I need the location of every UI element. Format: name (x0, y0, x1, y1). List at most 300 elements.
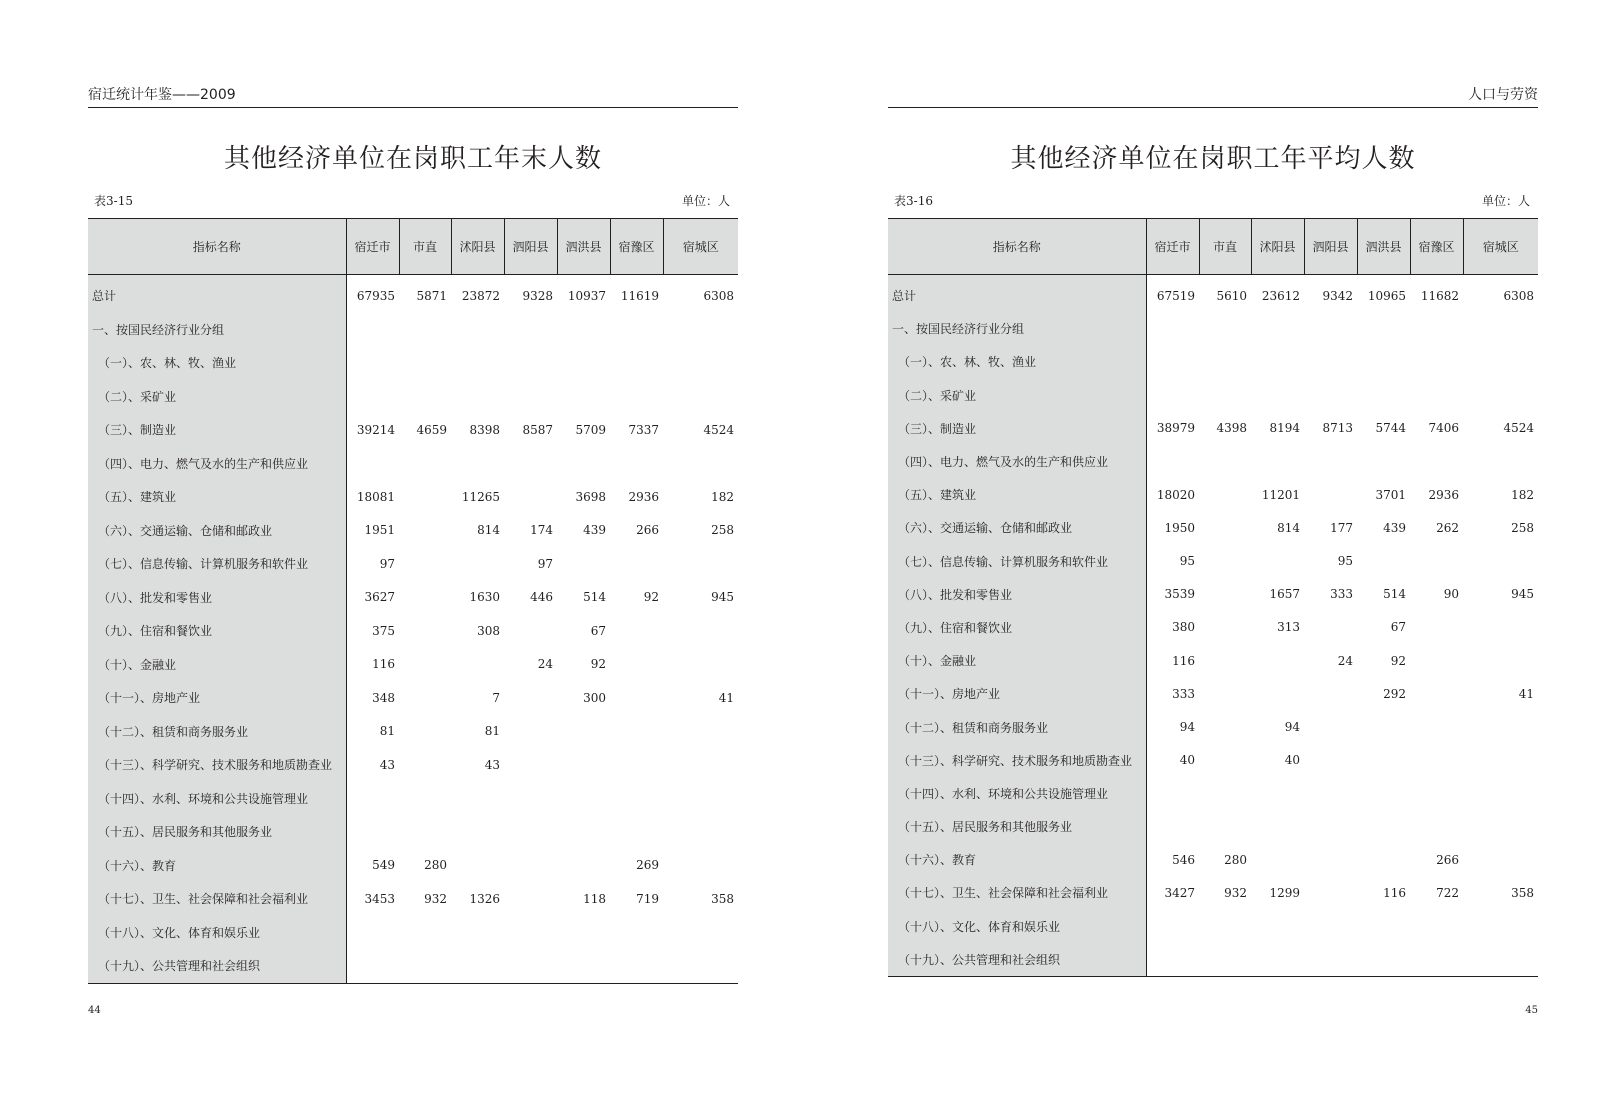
table-row (888, 710, 1538, 743)
running-head (888, 85, 1538, 108)
table-cell (1199, 910, 1251, 943)
table-cell (1463, 810, 1538, 843)
table-header-row (888, 219, 1538, 275)
table-cell (451, 815, 504, 849)
running-head-text: 人口与劳资 (1468, 87, 1538, 103)
table-cell: 18020 (1156, 487, 1195, 502)
table-row (888, 511, 1538, 544)
table-cell (610, 748, 663, 782)
table-cell: 333 (1330, 587, 1353, 602)
table-cell: 94 (1179, 720, 1195, 735)
table-cell (1199, 578, 1251, 611)
table-cell (663, 380, 738, 414)
table-cell (663, 782, 738, 816)
table-cell (1304, 810, 1357, 843)
table-cell (346, 782, 399, 816)
table-cell (610, 916, 663, 950)
table-cell (557, 313, 610, 347)
table-cell (1199, 379, 1251, 412)
table-cell (610, 782, 663, 816)
table-cell (1357, 843, 1410, 876)
row-label: （十八）、文化、体育和娱乐业 (888, 910, 1146, 943)
row-label: （五）、建筑业 (888, 478, 1146, 511)
table-cell (610, 715, 663, 749)
table-cell (399, 447, 451, 481)
table-row (888, 478, 1538, 511)
table-row (888, 312, 1538, 345)
column-header-name: 指标名称 (888, 219, 1146, 275)
row-label: （八）、批发和零售业 (88, 581, 346, 615)
table-cell (1199, 511, 1251, 544)
table-cell: 348 (372, 690, 395, 705)
table-cell: 92 (590, 657, 606, 672)
table-cell: 38979 (1156, 421, 1195, 436)
table-cell: 81 (484, 724, 500, 739)
table-cell: 258 (1511, 520, 1534, 535)
table-cell (1304, 777, 1357, 810)
table-cell (1410, 545, 1463, 578)
table-cell: 258 (711, 523, 734, 538)
row-label: （四）、电力、燃气及水的生产和供应业 (88, 447, 346, 481)
table-cell (1410, 312, 1463, 345)
table-cell (1199, 478, 1251, 511)
table-cell (1146, 910, 1199, 943)
table-cell (1304, 843, 1357, 876)
table-cell (557, 380, 610, 414)
table-cell: 3701 (1375, 487, 1406, 502)
table-cell (451, 346, 504, 380)
table-cell: 7406 (1428, 421, 1459, 436)
table-cell (399, 748, 451, 782)
table-row (88, 346, 738, 380)
table-row (888, 578, 1538, 611)
table-cell: 67935 (356, 288, 395, 303)
table-cell (1410, 611, 1463, 644)
row-label: （十七）、卫生、社会保障和社会福利业 (88, 882, 346, 916)
table-cell (1146, 445, 1199, 478)
table-row (88, 413, 738, 447)
table-cell: 262 (1436, 520, 1459, 535)
table-cell (557, 748, 610, 782)
table-cell (451, 648, 504, 682)
table-cell: 514 (1383, 587, 1406, 602)
table-cell (1251, 545, 1304, 578)
table-cell (451, 447, 504, 481)
row-label: （十九）、公共管理和社会组织 (888, 943, 1146, 977)
table-cell (1199, 777, 1251, 810)
table-cell (1251, 379, 1304, 412)
row-label: （十五）、居民服务和其他服务业 (888, 810, 1146, 843)
table-cell: 1657 (1269, 587, 1300, 602)
table-cell (1463, 943, 1538, 977)
table-cell (1146, 777, 1199, 810)
table-cell: 266 (1436, 852, 1459, 867)
table-cell: 177 (1330, 520, 1353, 535)
column-header: 宿豫区 (1410, 219, 1463, 275)
table-cell (451, 916, 504, 950)
table-cell (504, 313, 557, 347)
table-cell: 41 (1518, 686, 1534, 701)
row-label: （十）、金融业 (888, 644, 1146, 677)
table-cell (663, 447, 738, 481)
table-cell (1199, 710, 1251, 743)
table-cell: 358 (1511, 885, 1534, 900)
table-cell (1251, 943, 1304, 977)
table-cell: 8713 (1322, 421, 1353, 436)
data-table (888, 218, 1538, 977)
table-cell (1410, 744, 1463, 777)
table-row (888, 677, 1538, 710)
row-label: （十四）、水利、环境和公共设施管理业 (88, 782, 346, 816)
column-header: 宿迁市 (1146, 219, 1199, 275)
table-cell: 4659 (416, 422, 447, 437)
table-cell (504, 849, 557, 883)
row-label: （四）、电力、燃气及水的生产和供应业 (888, 445, 1146, 478)
table-cell (1146, 379, 1199, 412)
table-cell (557, 715, 610, 749)
table-cell: 23872 (461, 288, 500, 303)
table-cell: 8194 (1269, 421, 1300, 436)
row-label: （六）、交通运输、仓储和邮政业 (88, 514, 346, 548)
table-row (88, 447, 738, 481)
row-label: （三）、制造业 (88, 413, 346, 447)
table-cell (504, 380, 557, 414)
table-row (88, 849, 738, 883)
unit-label: 单位：人 (681, 194, 730, 208)
table-cell: 380 (1172, 620, 1195, 635)
table-cell: 67 (1390, 620, 1406, 635)
table-cell (1304, 478, 1357, 511)
table-cell (1304, 445, 1357, 478)
table-cell: 292 (1383, 686, 1406, 701)
data-table (88, 218, 738, 984)
table-cell (1304, 611, 1357, 644)
table-cell (1251, 843, 1304, 876)
row-label: （十七）、卫生、社会保障和社会福利业 (888, 876, 1146, 909)
table-cell: 1951 (364, 523, 395, 538)
table-cell: 439 (1383, 520, 1406, 535)
table-cell (1304, 677, 1357, 710)
table-cell (1304, 943, 1357, 977)
table-row (88, 275, 738, 313)
table-cell (1199, 445, 1251, 478)
column-header: 泗洪县 (557, 219, 610, 275)
table-cell: 11619 (620, 288, 659, 303)
column-header: 市直 (1199, 219, 1251, 275)
table-cell: 40 (1284, 753, 1300, 768)
table-cell: 6308 (1503, 288, 1534, 303)
table-cell: 118 (583, 891, 606, 906)
table-cell (663, 916, 738, 950)
table-cell (399, 313, 451, 347)
table-cell (1146, 312, 1199, 345)
table-cell (504, 748, 557, 782)
table-cell (663, 313, 738, 347)
table-cell (1357, 943, 1410, 977)
table-row (888, 275, 1538, 313)
table-cell (399, 614, 451, 648)
table-cell (1410, 379, 1463, 412)
page-title: 其他经济单位在岗职工年平均人数 (1010, 144, 1416, 174)
table-cell (1463, 312, 1538, 345)
table-cell (1410, 445, 1463, 478)
table-cell: 1950 (1164, 520, 1195, 535)
table-row (888, 910, 1538, 943)
table-cell (557, 815, 610, 849)
row-label: （五）、建筑业 (88, 480, 346, 514)
table-cell: 4398 (1216, 421, 1247, 436)
table-cell: 1630 (469, 590, 500, 605)
page-number: 44 (88, 1005, 101, 1016)
table-cell (1410, 943, 1463, 977)
row-label: （三）、制造业 (888, 412, 1146, 445)
table-row (888, 611, 1538, 644)
running-head (88, 85, 738, 108)
table-cell (610, 313, 663, 347)
table-cell: 10937 (567, 288, 606, 303)
table-cell (346, 447, 399, 481)
table-cell (1199, 677, 1251, 710)
row-label: （十三）、科学研究、技术服务和地质勘查业 (88, 748, 346, 782)
table-cell: 43 (379, 757, 395, 772)
table-cell (399, 480, 451, 514)
table-cell: 945 (711, 590, 734, 605)
table-cell (504, 681, 557, 715)
table-cell (1357, 744, 1410, 777)
table-cell: 439 (583, 523, 606, 538)
table-cell: 41 (718, 690, 734, 705)
unit-label: 单位：人 (1481, 194, 1530, 208)
row-label: 一、按国民经济行业分组 (888, 312, 1146, 345)
table-cell: 375 (372, 623, 395, 638)
page-title: 其他经济单位在岗职工年末人数 (223, 144, 602, 174)
row-label: （一）、农、林、牧、渔业 (88, 346, 346, 380)
column-header: 市直 (399, 219, 451, 275)
table-cell (1251, 677, 1304, 710)
row-label: （九）、住宿和餐饮业 (888, 611, 1146, 644)
table-cell: 932 (424, 891, 447, 906)
table-cell (1357, 710, 1410, 743)
table-cell: 280 (424, 858, 447, 873)
table-cell (1251, 777, 1304, 810)
table-cell: 116 (1383, 885, 1406, 900)
table-cell (1199, 744, 1251, 777)
table-cell: 3453 (364, 891, 395, 906)
table-cell: 6308 (703, 288, 734, 303)
running-head-text: 宿迁统计年鉴——2009 (88, 87, 236, 103)
table-cell (557, 849, 610, 883)
table-cell (1410, 777, 1463, 810)
table-cell: 3698 (575, 489, 606, 504)
table-row (88, 614, 738, 648)
table-cell: 814 (477, 523, 500, 538)
row-label: （十四）、水利、环境和公共设施管理业 (888, 777, 1146, 810)
table-cell (346, 313, 399, 347)
table-cell (504, 614, 557, 648)
table-row (888, 777, 1538, 810)
table-cell: 182 (1511, 487, 1534, 502)
table-row (88, 514, 738, 548)
table-cell: 92 (1390, 653, 1406, 668)
table-cell: 7 (492, 690, 500, 705)
table-cell (1304, 345, 1357, 378)
table-cell (1463, 611, 1538, 644)
table-row (888, 876, 1538, 909)
table-cell (1463, 644, 1538, 677)
row-label: （十五）、居民服务和其他服务业 (88, 815, 346, 849)
table-cell (610, 547, 663, 581)
table-cell: 11682 (1420, 288, 1459, 303)
table-cell: 266 (636, 523, 659, 538)
table-row (88, 581, 738, 615)
table-cell: 514 (583, 590, 606, 605)
row-label: （十三）、科学研究、技术服务和地质勘查业 (888, 744, 1146, 777)
table-cell (399, 715, 451, 749)
column-header: 宿迁市 (346, 219, 399, 275)
table-cell: 446 (530, 590, 553, 605)
table-cell (1304, 379, 1357, 412)
table-cell: 97 (379, 556, 395, 571)
table-cell (1304, 876, 1357, 909)
table-cell: 308 (477, 623, 500, 638)
table-row (88, 715, 738, 749)
column-header: 泗洪县 (1357, 219, 1410, 275)
table-header-row (88, 219, 738, 275)
table-row (88, 748, 738, 782)
table-cell (346, 949, 399, 983)
table-cell: 945 (1511, 587, 1534, 602)
table-cell (1357, 910, 1410, 943)
row-label: （二）、采矿业 (888, 379, 1146, 412)
table-cell: 7337 (628, 422, 659, 437)
table-cell: 4524 (1503, 421, 1534, 436)
table-number: 表3-15 (94, 194, 133, 208)
row-label: （十六）、教育 (888, 843, 1146, 876)
table-cell (610, 346, 663, 380)
table-cell: 67519 (1156, 288, 1195, 303)
table-cell (504, 715, 557, 749)
table-cell (1463, 445, 1538, 478)
table-row (88, 681, 738, 715)
table-cell: 81 (379, 724, 395, 739)
table-cell (610, 681, 663, 715)
row-label: （十九）、公共管理和社会组织 (88, 949, 346, 983)
table-cell (663, 346, 738, 380)
table-cell: 18081 (356, 489, 395, 504)
table-cell: 92 (643, 590, 659, 605)
table-cell (1357, 777, 1410, 810)
table-cell (1463, 545, 1538, 578)
table-cell: 300 (583, 690, 606, 705)
table-cell (663, 815, 738, 849)
table-cell: 67 (590, 623, 606, 638)
row-label: （二）、采矿业 (88, 380, 346, 414)
table-cell (1410, 345, 1463, 378)
table-cell (557, 916, 610, 950)
table-row (888, 943, 1538, 977)
table-cell (504, 882, 557, 916)
table-cell: 182 (711, 489, 734, 504)
table-cell (1463, 910, 1538, 943)
table-cell: 3427 (1164, 885, 1195, 900)
row-label: （十）、金融业 (88, 648, 346, 682)
table-row (888, 345, 1538, 378)
table-cell (1304, 710, 1357, 743)
table-cell: 24 (1337, 653, 1353, 668)
table-row (88, 648, 738, 682)
table-row (88, 547, 738, 581)
row-label: （七）、信息传输、计算机服务和软件业 (888, 545, 1146, 578)
column-header: 沭阳县 (451, 219, 504, 275)
table-cell (346, 380, 399, 414)
column-header: 泗阳县 (504, 219, 557, 275)
table-cell: 90 (1443, 587, 1459, 602)
table-cell (346, 815, 399, 849)
table-cell (1410, 677, 1463, 710)
table-cell: 11201 (1261, 487, 1300, 502)
table-cell (557, 447, 610, 481)
table-cell (1357, 545, 1410, 578)
table-cell: 10965 (1367, 288, 1406, 303)
table-cell (610, 949, 663, 983)
row-label: （一）、农、林、牧、渔业 (888, 345, 1146, 378)
table-cell: 814 (1277, 520, 1300, 535)
row-label: 一、按国民经济行业分组 (88, 313, 346, 347)
table-cell: 2936 (628, 489, 659, 504)
table-cell: 40 (1179, 753, 1195, 768)
table-cell: 280 (1224, 852, 1247, 867)
table-cell: 932 (1224, 885, 1247, 900)
table-cell: 95 (1179, 554, 1195, 569)
table-cell (504, 815, 557, 849)
table-row (88, 815, 738, 849)
table-row (888, 744, 1538, 777)
table-cell (346, 346, 399, 380)
table-cell (1146, 345, 1199, 378)
table-cell (1463, 843, 1538, 876)
table-cell (663, 715, 738, 749)
table-cell (399, 782, 451, 816)
table-cell (1410, 810, 1463, 843)
table-cell: 174 (530, 523, 553, 538)
table-row (88, 949, 738, 983)
column-header: 宿豫区 (610, 219, 663, 275)
table-cell (451, 313, 504, 347)
table-row (888, 843, 1538, 876)
table-cell (1251, 910, 1304, 943)
table-cell (1251, 445, 1304, 478)
table-cell (1357, 445, 1410, 478)
table-cell: 719 (636, 891, 659, 906)
table-cell: 11265 (461, 489, 500, 504)
table-cell: 24 (537, 657, 553, 672)
table-cell: 5610 (1216, 288, 1247, 303)
table-cell (610, 380, 663, 414)
row-label: （八）、批发和零售业 (888, 578, 1146, 611)
table-row (888, 445, 1538, 478)
table-row (88, 882, 738, 916)
table-cell: 333 (1172, 686, 1195, 701)
table-cell: 39214 (356, 422, 395, 437)
table-cell (1357, 810, 1410, 843)
table-cell (1251, 345, 1304, 378)
table-cell (557, 782, 610, 816)
table-cell: 116 (1172, 653, 1195, 668)
table-cell (399, 681, 451, 715)
table-cell: 3539 (1164, 587, 1195, 602)
row-label: （十六）、教育 (88, 849, 346, 883)
table-cell: 116 (372, 657, 395, 672)
